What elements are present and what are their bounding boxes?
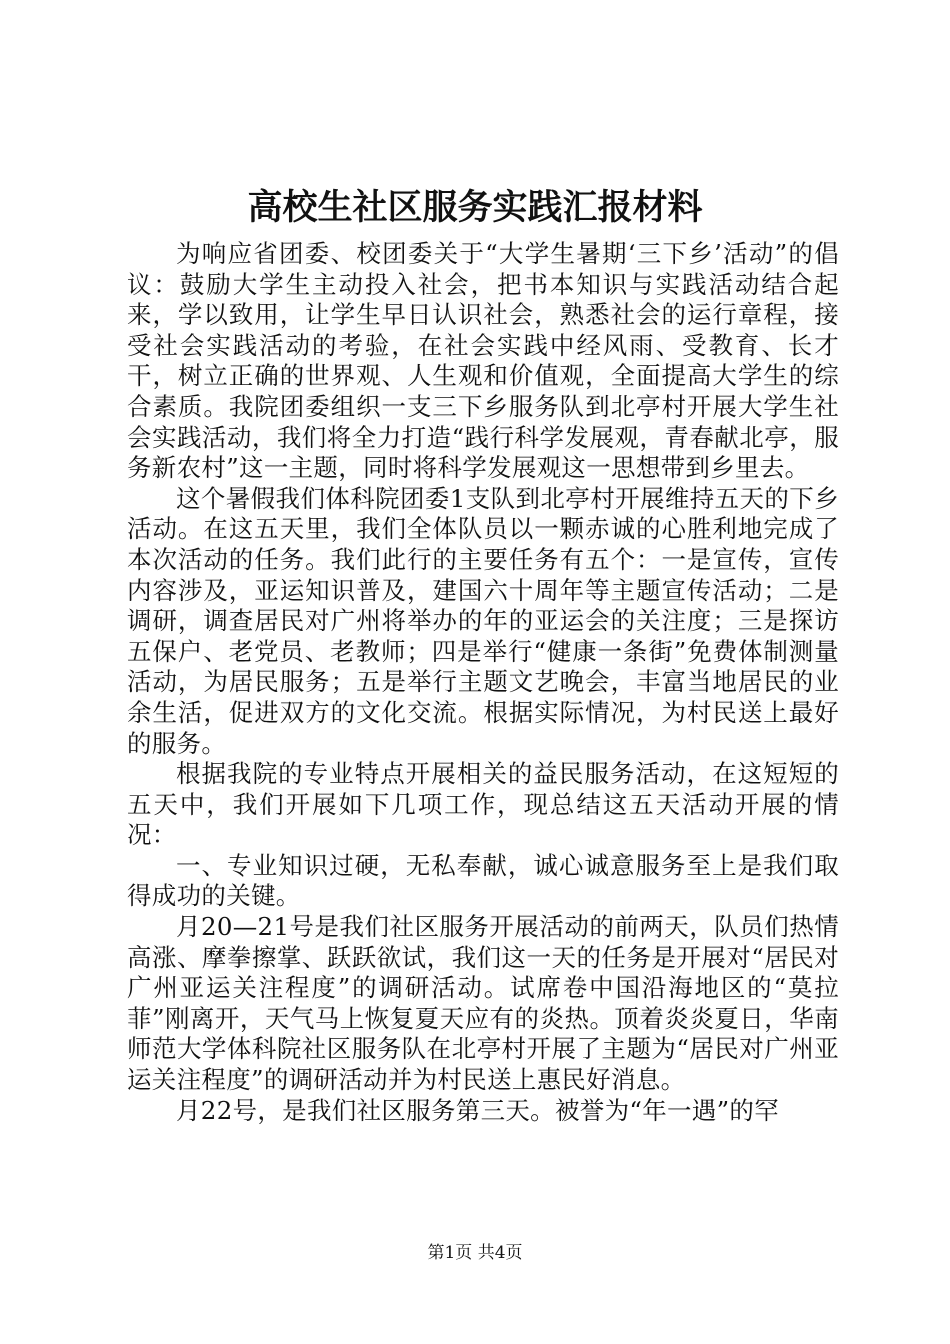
paragraph: 月20—21号是我们社区服务开展活动的前两天，队员们热情高涨、摩拳擦掌、跃跃欲试，我们这一天的任务是开展对“居民对广州亚运关注程度”的调研活动。试席卷中国沿海地区的“莫拉菲”刚离开，天气马上恢复夏天应有的炎热。顶着炎炎夏日，华南师范大学体科院社区服务队在北亭村开展了主题为“居民对广州亚运关注程度”的调研活动并为村民送上惠民好消息。 xyxy=(127,912,839,1095)
paragraph: 这个暑假我们体科院团委1支队到北亭村开展维持五天的下乡活动。在这五天里，我们全体队员以一颗赤诚的心胜利地完成了本次活动的任务。我们此行的主要任务有五个：一是宣传，宣传内容涉及，亚运知识普及，建国六十周年等主题宣传活动；二是调研，调查居民对广州将举办的年的亚运会的关注度；三是探访五保户、老党员、老教师；四是举行“健康一条街”免费体制测量活动，为居民服务；五是举行主题文艺晚会，丰富当地居民的业余生活，促进双方的文化交流。根据实际情况，为村民送上最好的服务。 xyxy=(127,483,839,758)
paragraph: 月22号，是我们社区服务第三天。被誉为“年一遇”的罕 xyxy=(176,1095,780,1125)
page-footer: 第1页 共4页 xyxy=(427,1243,523,1263)
page-title: 高校生社区服务实践汇报材料 xyxy=(247,187,703,228)
document-body xyxy=(127,239,839,1126)
paragraph: 根据我院的专业特点开展相关的益民服务活动，在这短短的五天中，我们开展如下几项工作，现总结这五天活动开展的情况： xyxy=(127,759,839,850)
paragraph: 一、专业知识过硬，无私奉献，诚心诚意服务至上是我们取得成功的关键。 xyxy=(127,850,839,911)
paragraph: 为响应省团委、校团委关于“大学生暑期‘三下乡’活动”的倡议：鼓励大学生主动投入社会，把书本知识与实践活动结合起来，学以致用，让学生早日认识社会，熟悉社会的运行章程，接受社会实践活动的考验，在社会实践中经风雨、受教育、长才干，树立正确的世界观、人生观和价值观，全面提高大学生的综合素质。我院团委组织一支三下乡服务队到北亭村开展大学生社会实践活动，我们将全力打造“践行科学发展观，青春献北亭，服务新农村”这一主题，同时将科学发展观这一思想带到乡里去。 xyxy=(127,239,839,483)
